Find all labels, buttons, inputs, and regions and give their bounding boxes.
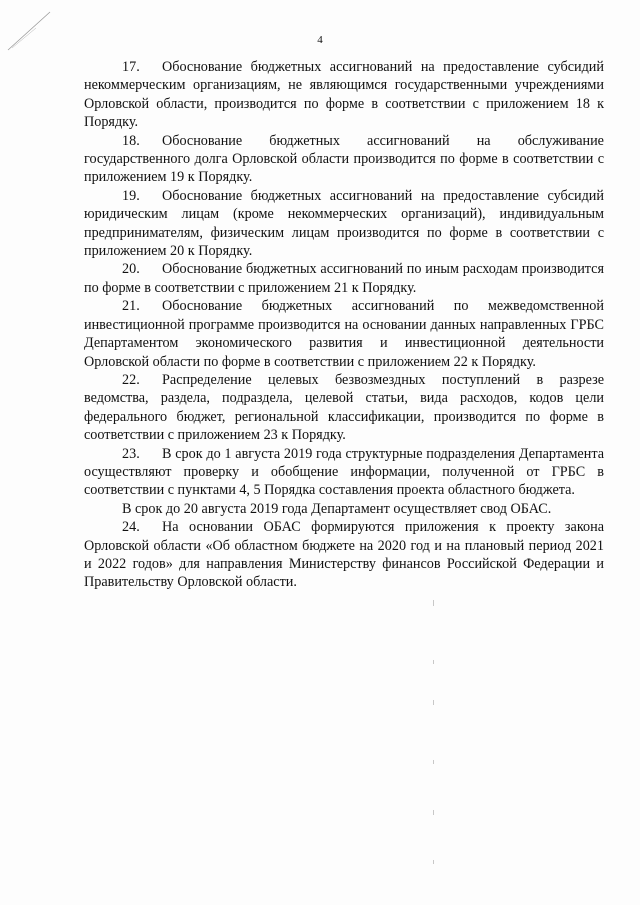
paragraph-text: В срок до 20 августа 2019 года Департамент осуществляет свод ОБАС. bbox=[122, 500, 552, 517]
scan-artifact bbox=[433, 660, 434, 664]
paragraph-text: Обоснование бюджетных ассигнований по межведомственной инвестиционной программе производится на основании данных направленных ГРБС Департаментом экономического развития и инвестиционной деятельности Орловской области по форме в соответствии с приложением 22 к Порядку. bbox=[84, 298, 604, 370]
paragraph-23-continuation bbox=[84, 500, 604, 518]
paragraph-20 bbox=[84, 260, 604, 297]
scan-artifact bbox=[433, 700, 434, 705]
scan-artifact bbox=[433, 600, 434, 606]
page-number: 4 bbox=[317, 34, 323, 46]
paragraph-text: Обоснование бюджетных ассигнований на предоставление субсидий юридическим лицам (кроме некоммерческих организаций), индивидуальным предпринимателям, физическим лицам производится по форме в соответствии с приложением 20 к Порядку. bbox=[84, 187, 604, 260]
paragraph-text: В срок до 1 августа 2019 года структурные подразделения Департамента осуществляют проверку и обобщение информации, полученной от ГРБС в соответствии с пунктами 4, 5 Порядка составления проекта областного бюджета. bbox=[84, 445, 604, 499]
paragraph-number: 21. bbox=[122, 298, 140, 315]
paragraph-21 bbox=[84, 297, 604, 371]
paragraph-text: Распределение целевых безвозмездных поступлений в разрезе ведомства, раздела, подраздела, целевой статьи, вида расходов, кодов цели федерального бюджет, региональной классификации, производится по форме в соответствии с приложением 23 к Порядку. bbox=[84, 371, 604, 444]
paragraph-19 bbox=[84, 187, 604, 261]
paragraph-number: 20. bbox=[122, 261, 140, 278]
paragraph-number: 22. bbox=[122, 371, 140, 388]
paragraph-text: Обоснование бюджетных ассигнований на обслуживание государственного долга Орловской области производится по форме в соответствии с приложением 19 к Порядку. bbox=[84, 132, 604, 186]
document-body bbox=[84, 58, 604, 592]
paragraph-text: Обоснование бюджетных ассигнований по иным расходам производится по форме в соответствии с приложением 21 к Порядку. bbox=[84, 261, 604, 296]
scan-artifact bbox=[433, 810, 434, 815]
paragraph-text: Обоснование бюджетных ассигнований на предоставление субсидий некоммерческим организациям, не являющимся государственными учреждениями Орловской области, производится по форме в соответствии с приложением 18 к Порядку. bbox=[84, 59, 604, 131]
paragraph-23 bbox=[84, 445, 604, 500]
paragraph-22 bbox=[84, 371, 604, 445]
paragraph-17 bbox=[84, 58, 604, 132]
paragraph-number: 24. bbox=[122, 519, 140, 536]
paragraph-number: 23. bbox=[122, 445, 140, 462]
paragraph-text: На основании ОБАС формируются приложения к проекту закона Орловской области «Об областном бюджете на 2020 год и на плановый период 2021 и 2022 годов» для направления Министерству финансов Российской Федерации и Правительству Орловской области. bbox=[84, 519, 604, 591]
paragraph-number: 18. bbox=[122, 132, 140, 149]
paragraph-24 bbox=[84, 518, 604, 592]
scan-artifact bbox=[433, 760, 434, 764]
paragraph-number: 19. bbox=[122, 187, 140, 204]
paragraph-18 bbox=[84, 132, 604, 187]
paragraph-number: 17. bbox=[122, 59, 140, 75]
scan-artifact bbox=[433, 860, 434, 864]
